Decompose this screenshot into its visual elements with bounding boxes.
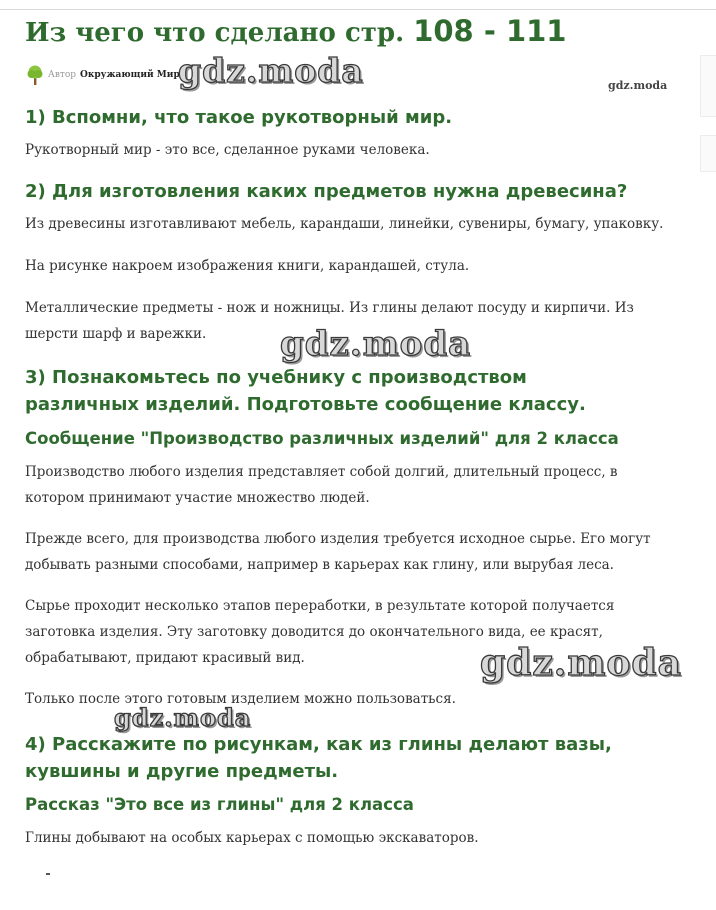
site-name: gdz.moda [608, 79, 668, 92]
author-link[interactable]: Окружающий Мир [80, 70, 180, 80]
list-marker [46, 873, 50, 875]
side-widget [700, 135, 716, 172]
section-3-text-4: Только после этого готовым изделием можно пользоваться. [25, 691, 456, 707]
side-widget [700, 55, 716, 117]
section-4-subheading: Рассказ "Это все из глины" для 2 класса [25, 795, 414, 814]
section-2-heading: 2) Для изготовления каких предметов нужна древесина? [25, 181, 628, 202]
section-1-text: Рукотворный мир - это все, сделанное руками человека. [25, 142, 430, 158]
section-3-subheading: Сообщение "Производство различных изделий" для 2 класса [25, 429, 619, 448]
section-3-text-2: Прежде всего, для производства любого изделия требуется исходное сырье. Его могут добывать разными способами, например в карьерах как глину, или вырубая леса. [25, 531, 651, 573]
section-2-text-2: На рисунке накроем изображения книги, карандашей, стула. [25, 258, 470, 274]
section-3-text-1: Производство любого изделия представляет собой долгий, длительный процесс, в котором принимают участие множество людей. [25, 464, 618, 506]
page-title [25, 14, 567, 48]
section-2-text-3: Металлические предметы - нож и ножницы. Из глины делают посуду и кирпичи. Из шерсти шарф и варежки. [25, 300, 634, 342]
page-title-text: Из чего что сделано стр. [25, 18, 405, 48]
watermark: gdz.moda [280, 324, 472, 364]
section-1-heading: 1) Вспомни, что такое рукотворный мир. [25, 107, 453, 128]
section-3-heading: 3) Познакомьтесь по учебнику с производством различных изделий. Подготовьте сообщение классу. [25, 367, 586, 415]
watermark: gdz.moda [114, 703, 252, 732]
section-3-text-3: Сырье проходит несколько этапов переработки, в результате которой получается заготовка изделия. Эту заготовку доводится до окончательного вида, ее красят, обрабатывают, придают красивый вид. [25, 598, 615, 666]
section-4-heading: 4) Расскажите по рисункам, как из глины делают вазы, кувшины и другие предметы. [25, 734, 612, 782]
tree-icon [25, 64, 45, 86]
top-divider [0, 9, 716, 10]
watermark: gdz.moda [178, 51, 364, 90]
author-label: Автор [48, 70, 77, 80]
section-2-text-1: Из древесины изготавливают мебель, карандаши, линейки, сувениры, бумагу, упаковку. [25, 216, 664, 232]
page-range: 108 - 111 [413, 14, 567, 48]
watermark: gdz.moda [480, 642, 682, 684]
author-line [25, 62, 180, 88]
section-4-text-1: Глины добывают на особых карьерах с помощью экскаваторов. [25, 830, 479, 846]
